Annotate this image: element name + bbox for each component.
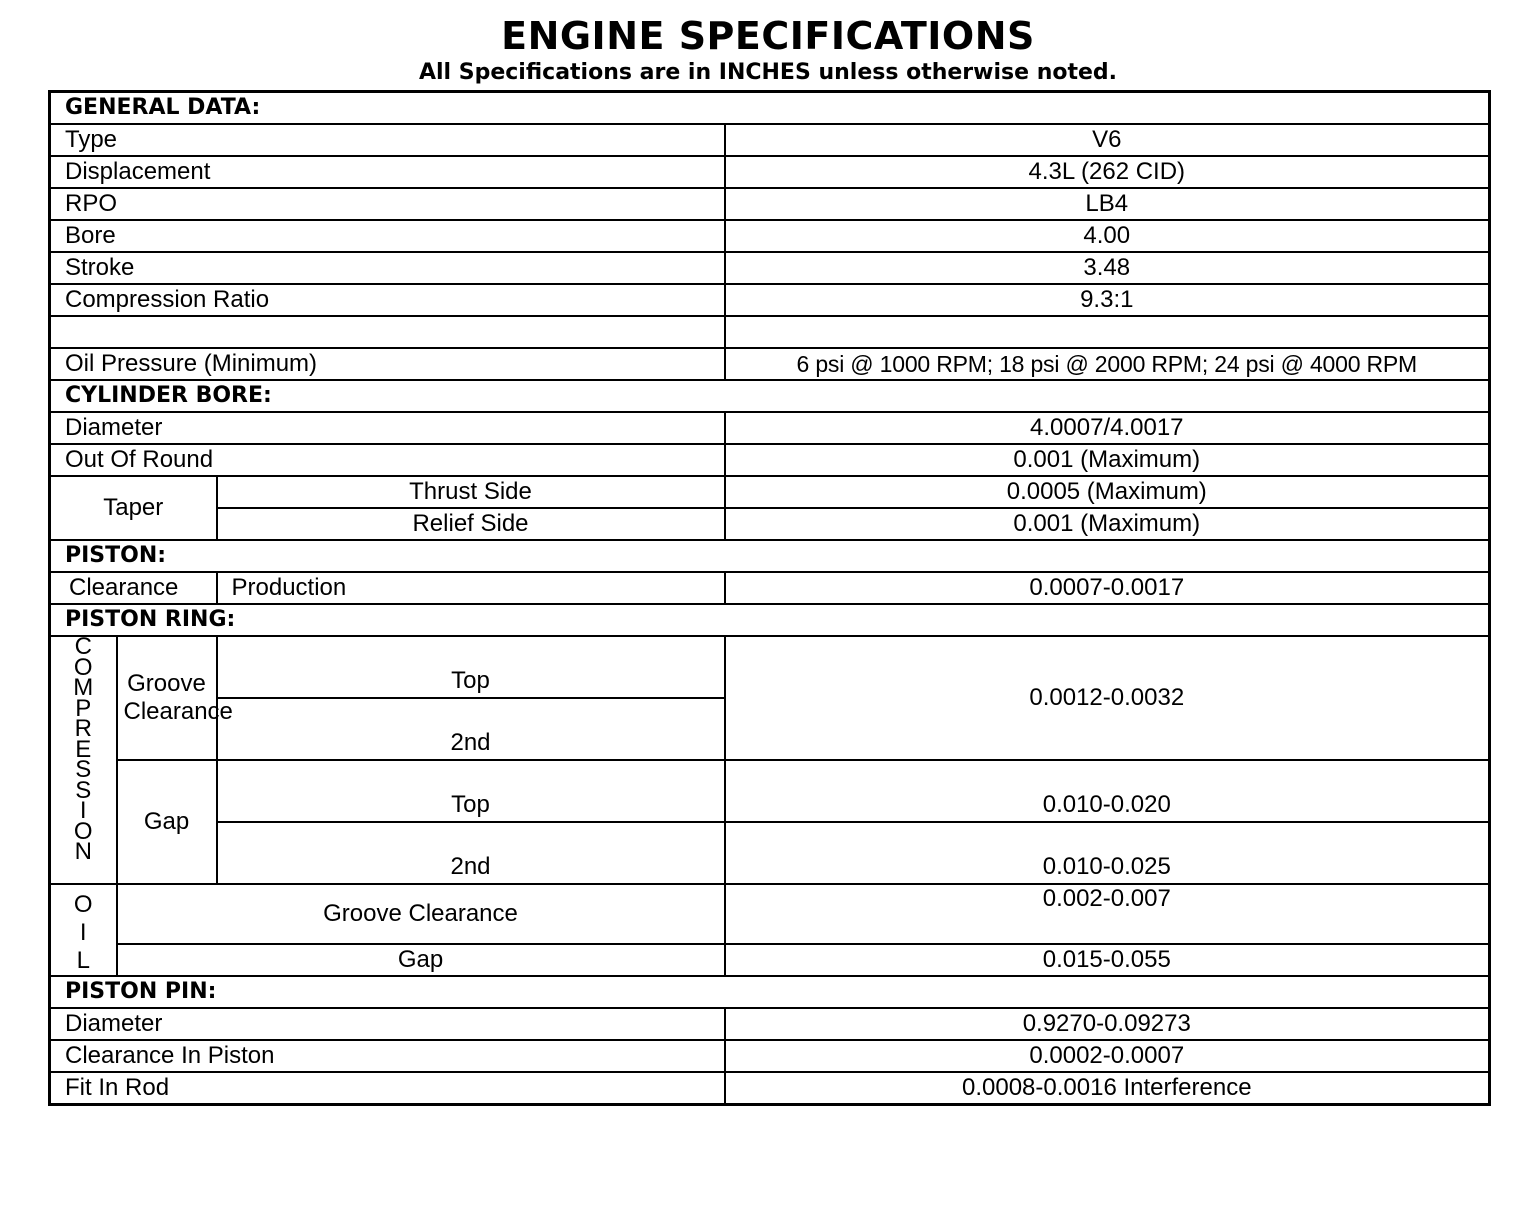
spec-label-groove-2nd: 2nd xyxy=(217,698,725,760)
empty-row xyxy=(50,316,1490,348)
spec-value-gap-2nd: 0.010-0.025 xyxy=(725,822,1490,884)
spec-label-rpo: RPO xyxy=(50,188,725,220)
spec-label-pin-diameter: Diameter xyxy=(50,1008,725,1040)
spec-label-bore: Bore xyxy=(50,220,725,252)
compression-letter: R xyxy=(74,715,92,742)
compression-letters xyxy=(51,633,116,865)
section-heading-general: GENERAL DATA: xyxy=(50,92,1490,125)
spec-value-rpo: LB4 xyxy=(725,188,1490,220)
table-row xyxy=(50,444,1490,476)
spec-label-stroke: Stroke xyxy=(50,252,725,284)
section-heading-piston-ring: PISTON RING: xyxy=(50,604,1490,636)
compression-letter: O xyxy=(73,653,93,681)
spec-value-bore-diameter: 4.0007/4.0017 xyxy=(725,412,1490,444)
spec-label-clearance-in-piston: Clearance In Piston xyxy=(50,1040,725,1072)
spec-label-groove-clearance: Groove Clearance xyxy=(117,636,217,760)
compression-letter: S xyxy=(75,756,92,783)
table-row xyxy=(50,760,1490,822)
table-row xyxy=(50,1072,1490,1105)
spec-value-production: 0.0007-0.0017 xyxy=(725,572,1490,604)
spec-label-compression-ratio: Compression Ratio xyxy=(50,284,725,316)
table-row xyxy=(50,1008,1490,1040)
spec-value-bore: 4.00 xyxy=(725,220,1490,252)
spec-value-type: V6 xyxy=(725,124,1490,156)
spec-label-relief-side: Relief Side xyxy=(217,508,725,540)
spec-label-production: Production xyxy=(217,572,725,604)
table-row xyxy=(50,572,1490,604)
table-row xyxy=(50,348,1490,380)
table-row xyxy=(50,156,1490,188)
table-row xyxy=(50,944,1490,976)
table-row xyxy=(50,822,1490,884)
spec-value-out-of-round: 0.001 (Maximum) xyxy=(725,444,1490,476)
spec-value-stroke: 3.48 xyxy=(725,252,1490,284)
table-row xyxy=(50,252,1490,284)
section-row-piston-pin xyxy=(50,976,1490,1008)
table-row xyxy=(50,284,1490,316)
compression-letter: I xyxy=(79,797,87,824)
spec-label-bore-diameter: Diameter xyxy=(50,412,725,444)
spec-label-oil-gap: Gap xyxy=(117,944,725,976)
spec-label-groove-top: Top xyxy=(217,636,725,698)
table-row xyxy=(50,636,1490,698)
spec-value-relief-side: 0.001 (Maximum) xyxy=(725,508,1490,540)
spec-value-groove-clearance: 0.0012-0.0032 xyxy=(725,636,1490,760)
spec-label-clearance: Clearance xyxy=(50,572,217,604)
spec-value-compression-ratio: 9.3:1 xyxy=(725,284,1490,316)
empty-cell xyxy=(725,316,1490,348)
spec-value-clearance-in-piston: 0.0002-0.0007 xyxy=(725,1040,1490,1072)
table-row xyxy=(50,188,1490,220)
compression-vertical-label xyxy=(50,633,117,884)
oil-vertical-label xyxy=(50,884,117,976)
compression-letter: P xyxy=(75,694,92,722)
compression-letter: N xyxy=(74,838,92,865)
table-row xyxy=(50,1040,1490,1072)
spec-label-out-of-round: Out Of Round xyxy=(50,444,725,476)
spec-label-gap: Gap xyxy=(117,760,217,884)
section-heading-cylinder-bore: CYLINDER BORE: xyxy=(50,380,1490,412)
spec-value-oil-gap: 0.015-0.055 xyxy=(725,944,1490,976)
spec-value-displacement: 4.3L (262 CID) xyxy=(725,156,1490,188)
table-row xyxy=(50,508,1490,540)
oil-letters xyxy=(51,891,116,975)
section-heading-piston-pin: PISTON PIN: xyxy=(50,976,1490,1008)
spec-label-oil-groove-clearance: Groove Clearance xyxy=(117,884,725,944)
oil-letter: O xyxy=(73,891,93,918)
spec-value-thrust-side: 0.0005 (Maximum) xyxy=(725,476,1490,508)
spec-label-taper: Taper xyxy=(50,476,217,540)
engine-specifications-table xyxy=(48,90,1491,1106)
oil-letter: L xyxy=(76,947,90,974)
compression-letter: O xyxy=(73,817,93,845)
table-row xyxy=(50,884,1490,944)
section-row-piston-ring xyxy=(50,604,1490,636)
section-row-general xyxy=(50,92,1490,125)
compression-letter: E xyxy=(75,735,92,763)
spec-value-gap-top: 0.010-0.020 xyxy=(725,760,1490,822)
spec-label-thrust-side: Thrust Side xyxy=(217,476,725,508)
spec-label-displacement: Displacement xyxy=(50,156,725,188)
spec-label-gap-2nd: 2nd xyxy=(217,822,725,884)
table-row xyxy=(50,476,1490,508)
compression-letter: S xyxy=(75,776,92,804)
spec-value-oil-groove-clearance: 0.002-0.007 xyxy=(725,884,1490,944)
spec-label-fit-in-rod: Fit In Rod xyxy=(50,1072,725,1105)
spec-label-type: Type xyxy=(50,124,725,156)
section-row-cylinder-bore xyxy=(50,380,1490,412)
empty-cell xyxy=(50,316,725,348)
spec-value-pin-diameter: 0.9270-0.09273 xyxy=(725,1008,1490,1040)
compression-letter: C xyxy=(74,633,92,660)
table-row xyxy=(50,220,1490,252)
section-row-piston xyxy=(50,540,1490,572)
compression-letter: M xyxy=(73,674,94,701)
spec-label-oil-pressure: Oil Pressure (Minimum) xyxy=(50,348,725,380)
spec-value-fit-in-rod: 0.0008-0.0016 Interference xyxy=(725,1072,1490,1105)
page-subtitle: All Specifications are in INCHES unless otherwise noted. xyxy=(418,60,1118,85)
table-row xyxy=(50,124,1490,156)
table-row xyxy=(50,412,1490,444)
spec-value-oil-pressure: 6 psi @ 1000 RPM; 18 psi @ 2000 RPM; 24 psi @ 4000 RPM xyxy=(725,348,1490,380)
spec-label-gap-top: Top xyxy=(217,760,725,822)
section-heading-piston: PISTON: xyxy=(50,540,1490,572)
oil-letter: I xyxy=(79,919,87,946)
page-title: ENGINE SPECIFICATIONS xyxy=(501,14,1035,58)
